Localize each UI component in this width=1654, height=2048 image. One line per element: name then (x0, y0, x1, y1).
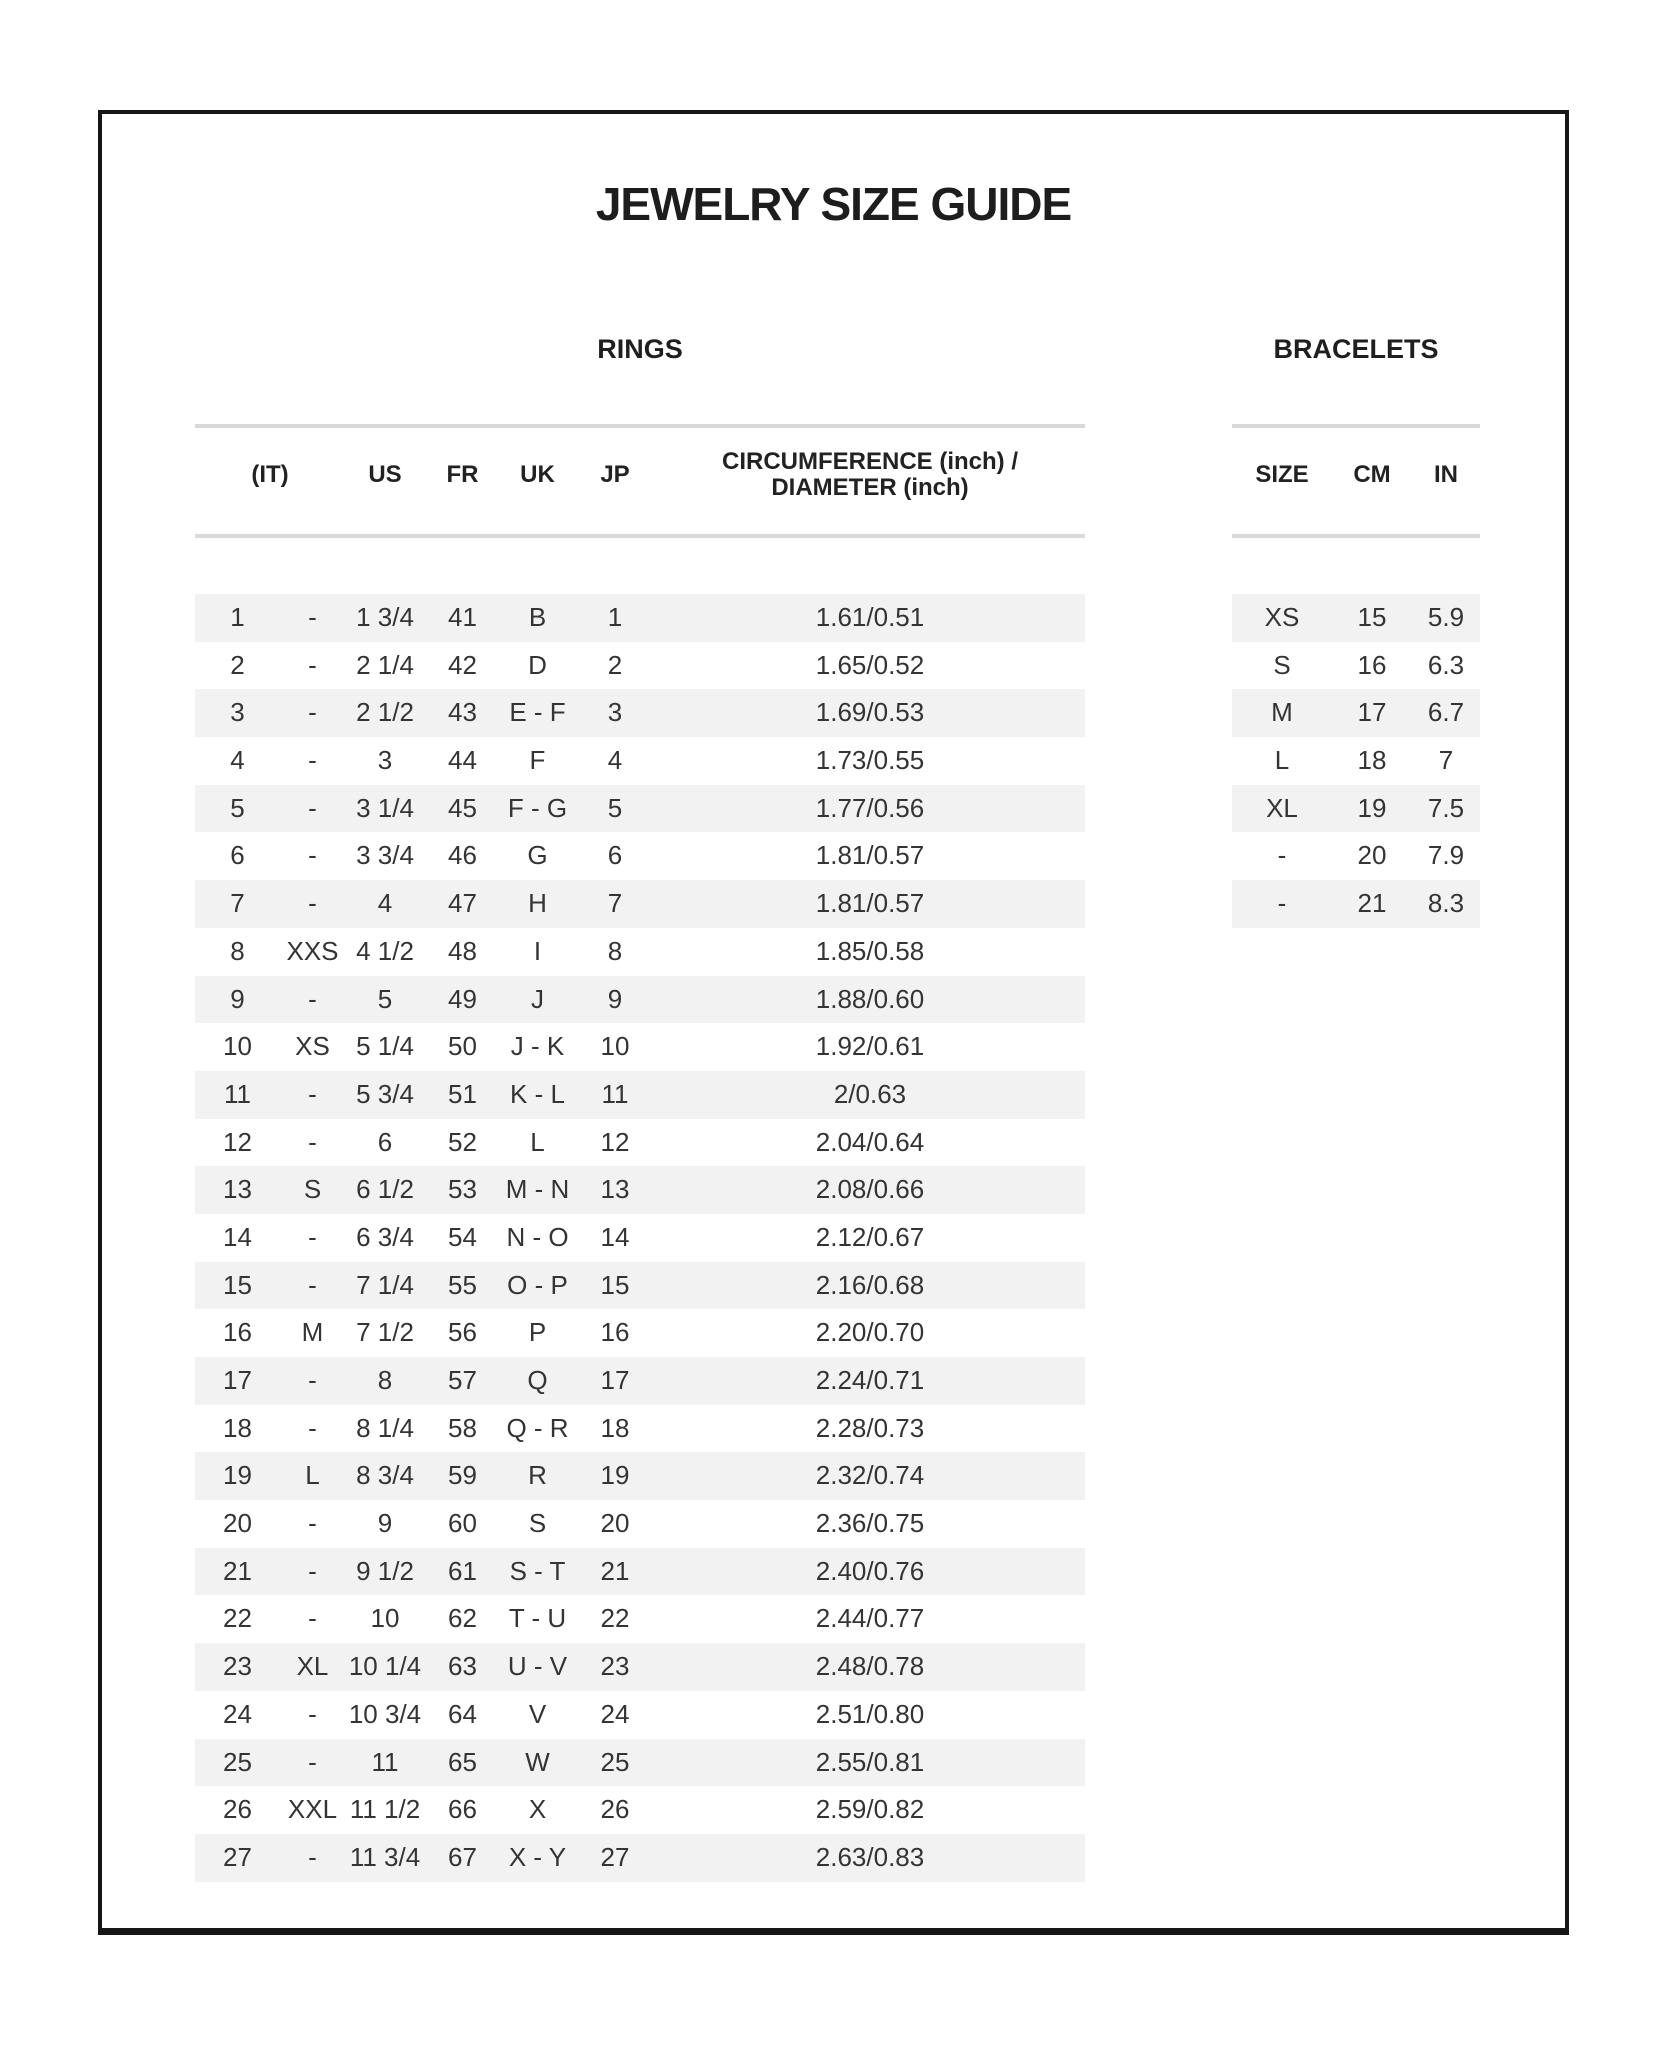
ring-row-uk-cell: I (533, 935, 542, 966)
ring-row-uk-cell: R (528, 1460, 547, 1491)
ring-row-fr-cell: 53 (448, 1174, 477, 1205)
ring-row-it-cell: 20 (223, 1508, 252, 1539)
ring-row-fr-cell: 51 (448, 1078, 477, 1109)
ring-row (195, 689, 1085, 737)
ring-row (195, 642, 1085, 690)
ring-row-it_label-cell: XL (296, 1651, 329, 1682)
ring-row-uk-cell: V (528, 1698, 547, 1729)
ring-row-it_label-cell: - (308, 1126, 317, 1157)
ring-row-jp-cell: 20 (600, 1508, 630, 1539)
ring-row-uk-cell: P (528, 1317, 547, 1348)
ring-row-circ-cell: 2.51/0.80 (815, 1698, 925, 1729)
ring-row-it-cell: 25 (223, 1746, 252, 1777)
ring-row-it-cell: 22 (223, 1603, 252, 1634)
rings-rule-bottom (195, 534, 1085, 538)
ring-row (195, 1405, 1085, 1453)
ring-row (195, 1023, 1085, 1071)
ring-row (195, 1834, 1085, 1882)
ring-row-it-cell: 26 (223, 1794, 252, 1825)
ring-row-fr-cell: 54 (448, 1221, 477, 1252)
ring-row-us-cell: 8 1/4 (356, 1412, 414, 1443)
ring-row-us-cell: 10 3/4 (348, 1698, 422, 1729)
ring-row-it-cell: 14 (223, 1221, 252, 1252)
ring-row-us-cell: 9 1/2 (356, 1555, 414, 1586)
ring-row-jp-cell: 6 (607, 840, 623, 871)
ring-row-jp-cell: 4 (607, 745, 623, 776)
ring-row-circ-cell: 2.20/0.70 (815, 1317, 925, 1348)
bracelets-section-title: BRACELETS (1273, 334, 1439, 364)
ring-row-jp-cell: 14 (600, 1221, 630, 1252)
ring-row-circ-cell: 2.28/0.73 (815, 1412, 925, 1443)
ring-row-it_label-cell: - (308, 840, 317, 871)
bracelet-row (1232, 880, 1480, 928)
rings-header-uk: UK (520, 461, 555, 488)
ring-row-uk-cell: S (528, 1508, 547, 1539)
ring-row-fr-cell: 49 (448, 983, 477, 1014)
bracelet-row (1232, 785, 1480, 833)
ring-row-us-cell: 6 3/4 (356, 1221, 414, 1252)
ring-row-jp-cell: 11 (601, 1078, 629, 1109)
ring-row-jp-cell: 7 (607, 888, 623, 919)
ring-row-jp-cell: 26 (600, 1794, 630, 1825)
rings-header-row (195, 449, 1085, 501)
ring-row-fr-cell: 47 (448, 888, 477, 919)
ring-row-circ-cell: 1.69/0.53 (815, 697, 925, 728)
ring-row-it_label-cell: M (301, 1317, 324, 1348)
ring-row-it-cell: 24 (223, 1698, 252, 1729)
ring-row-fr-cell: 61 (448, 1555, 477, 1586)
ring-row-jp-cell: 2 (607, 649, 623, 680)
ring-row-circ-cell: 1.92/0.61 (815, 1031, 925, 1062)
ring-row-it-cell: 18 (223, 1412, 252, 1443)
ring-row-uk-cell: D (528, 649, 547, 680)
rings-rule-top (195, 424, 1085, 428)
bracelets-header-row (1232, 449, 1480, 501)
ring-row-it-cell: 2 (230, 649, 245, 680)
ring-row-circ-cell: 1.65/0.52 (815, 649, 925, 680)
ring-row (195, 880, 1085, 928)
ring-row-us-cell: 5 1/4 (356, 1031, 414, 1062)
ring-row-circ-cell: 2/0.63 (833, 1078, 907, 1109)
bracelet-row-in-cell: 7 (1438, 745, 1454, 776)
ring-row-it_label-cell: - (308, 1698, 317, 1729)
ring-row (195, 1262, 1085, 1310)
ring-row-it_label-cell: - (308, 1412, 317, 1443)
bracelet-row-in-cell: 6.3 (1427, 649, 1465, 680)
ring-row-jp-cell: 8 (607, 935, 623, 966)
bracelets-header-size: SIZE (1255, 461, 1309, 488)
ring-row-jp-cell: 3 (607, 697, 623, 728)
ring-row-uk-cell: G (527, 840, 548, 871)
ring-row-us-cell: 3 3/4 (356, 840, 414, 871)
ring-row-uk-cell: N - O (506, 1221, 569, 1252)
rings-header-fr: FR (446, 461, 479, 488)
page-title: JEWELRY SIZE GUIDE (595, 178, 1072, 230)
ring-row-it_label-cell: - (308, 1365, 317, 1395)
ring-row-it-cell: 12 (223, 1126, 252, 1157)
ring-row-it-cell: 23 (223, 1651, 252, 1682)
ring-row-it-cell: 16 (223, 1317, 252, 1348)
ring-row-uk-cell: K - L (510, 1078, 565, 1109)
bracelet-row-size-cell: - (1277, 840, 1287, 871)
ring-row-us-cell: 8 3/4 (356, 1460, 414, 1491)
ring-row-fr-cell: 48 (448, 935, 477, 966)
rings-header-us: US (368, 461, 402, 488)
ring-row-fr-cell: 56 (448, 1317, 477, 1348)
ring-row-it_label-cell: S (303, 1174, 322, 1205)
rings-header-it: (IT) (251, 461, 289, 488)
bracelet-row-cm-cell: 21 (1357, 888, 1387, 919)
ring-row-circ-cell: 1.81/0.57 (815, 840, 925, 871)
ring-row-uk-cell: F (529, 745, 546, 776)
bracelets-header-in: IN (1434, 461, 1458, 488)
ring-row-jp-cell: 12 (600, 1126, 630, 1157)
ring-row (195, 832, 1085, 880)
ring-row-circ-cell: 2.04/0.64 (815, 1126, 925, 1157)
ring-row-circ-cell: 1.73/0.55 (815, 745, 925, 776)
ring-row-jp-cell: 16 (600, 1317, 630, 1348)
ring-row-us-cell: 5 (377, 983, 393, 1014)
ring-row-uk-cell: E - F (509, 697, 566, 728)
ring-row-us-cell: 6 (377, 1126, 393, 1157)
ring-row-circ-cell: 2.44/0.77 (815, 1603, 925, 1634)
ring-row-fr-cell: 43 (448, 697, 477, 728)
ring-row-uk-cell: J - K (510, 1031, 565, 1062)
bracelet-row-cm-cell: 16 (1357, 649, 1387, 680)
ring-row-it_label-cell: - (308, 1269, 317, 1300)
bracelet-row (1232, 594, 1480, 642)
ring-row-us-cell: 3 1/4 (356, 792, 414, 823)
ring-row-uk-cell: F - G (507, 792, 568, 823)
ring-row (195, 1119, 1085, 1167)
ring-row (195, 1214, 1085, 1262)
ring-row-circ-cell: 1.77/0.56 (815, 792, 925, 823)
ring-row (195, 976, 1085, 1024)
ring-row-fr-cell: 65 (448, 1746, 477, 1777)
ring-row-it-cell: 1 (230, 602, 245, 632)
ring-row-it-cell: 21 (223, 1555, 252, 1586)
ring-row-fr-cell: 66 (448, 1794, 477, 1825)
ring-row-us-cell: 4 (377, 888, 393, 919)
ring-row-it-cell: 7 (230, 888, 245, 919)
ring-row-circ-cell: 2.55/0.81 (815, 1746, 925, 1777)
ring-row-us-cell: 11 1/2 (349, 1794, 421, 1825)
ring-row-circ-cell: 2.12/0.67 (815, 1221, 925, 1252)
ring-row (195, 1643, 1085, 1691)
ring-row-it_label-cell: - (308, 745, 317, 776)
ring-row-fr-cell: 50 (448, 1031, 477, 1062)
ring-row-fr-cell: 62 (448, 1603, 477, 1634)
ring-row (195, 1739, 1085, 1787)
ring-row-circ-cell: 2.48/0.78 (815, 1651, 925, 1682)
ring-row-uk-cell: X (528, 1794, 547, 1825)
ring-row-circ-cell: 1.85/0.58 (815, 935, 925, 966)
ring-row-it-cell: 11 (224, 1078, 251, 1109)
ring-row-circ-cell: 1.61/0.51 (815, 602, 925, 632)
ring-row (195, 1166, 1085, 1214)
ring-row-fr-cell: 52 (448, 1126, 477, 1157)
bracelet-row (1232, 832, 1480, 880)
ring-row-us-cell: 10 (370, 1603, 400, 1634)
ring-row-us-cell: 2 1/2 (356, 697, 414, 728)
ring-row-it_label-cell: XS (295, 1031, 330, 1062)
bracelet-row (1232, 737, 1480, 785)
bracelet-row-cm-cell: 15 (1357, 602, 1387, 632)
ring-row-jp-cell: 21 (600, 1555, 630, 1586)
ring-row (195, 1786, 1085, 1834)
ring-row-it-cell: 9 (230, 983, 245, 1014)
ring-row-fr-cell: 55 (448, 1269, 477, 1300)
ring-row-us-cell: 2 1/4 (356, 649, 414, 680)
bracelets-rule-top (1232, 424, 1480, 428)
ring-row-jp-cell: 13 (600, 1174, 630, 1205)
bracelet-row-size-cell: - (1277, 888, 1287, 919)
ring-row-it_label-cell: - (308, 697, 317, 728)
ring-row-uk-cell: O - P (507, 1269, 568, 1300)
ring-row-us-cell: 11 3/4 (349, 1841, 421, 1872)
bracelets-header-cm: CM (1353, 461, 1391, 488)
ring-row-circ-cell: 2.16/0.68 (815, 1269, 925, 1300)
ring-row-jp-cell: 10 (600, 1031, 630, 1062)
rings-header-circumference-line2: DIAMETER (inch) (771, 474, 969, 501)
ring-row (195, 594, 1085, 642)
ring-row-it-cell: 3 (230, 697, 245, 728)
ring-row-uk-cell: B (528, 602, 547, 632)
ring-row-circ-cell: 1.81/0.57 (815, 888, 925, 919)
ring-row-fr-cell: 45 (448, 792, 477, 823)
ring-row-uk-cell: Q - R (506, 1412, 569, 1443)
bracelet-row-cm-cell: 19 (1357, 792, 1387, 823)
ring-row-fr-cell: 58 (448, 1412, 477, 1443)
ring-row-uk-cell: H (528, 888, 547, 919)
ring-row-it-cell: 6 (230, 840, 245, 871)
bracelet-row-size-cell: XL (1266, 792, 1298, 823)
ring-row-circ-cell: 2.32/0.74 (815, 1460, 925, 1491)
ring-row-circ-cell: 2.36/0.75 (815, 1508, 925, 1539)
ring-row-circ-cell: 2.40/0.76 (815, 1555, 925, 1586)
ring-row-uk-cell: X - Y (508, 1841, 567, 1872)
ring-row-jp-cell: 9 (607, 983, 623, 1014)
ring-row-jp-cell: 15 (600, 1269, 630, 1300)
ring-row-circ-cell: 2.63/0.83 (815, 1841, 925, 1872)
ring-row-it-cell: 5 (230, 792, 245, 823)
ring-row-it_label-cell: - (308, 983, 317, 1014)
ring-row-us-cell: 6 1/2 (356, 1174, 414, 1205)
ring-row (195, 1452, 1085, 1500)
bracelets-rule-bottom (1232, 534, 1480, 538)
ring-row-it-cell: 10 (223, 1031, 252, 1062)
ring-row-jp-cell: 18 (600, 1412, 630, 1443)
ring-row-it_label-cell: XXL (287, 1794, 338, 1825)
ring-row-circ-cell: 1.88/0.60 (815, 983, 925, 1014)
rings-section-title: RINGS (597, 334, 683, 364)
ring-row-it_label-cell: - (308, 1555, 317, 1586)
rings-header-jp: JP (600, 461, 630, 488)
ring-row-uk-cell: J (531, 983, 544, 1014)
rings-table-body (195, 594, 1085, 1882)
ring-row-uk-cell: Q (527, 1365, 548, 1395)
ring-row-it_label-cell: - (308, 1746, 317, 1777)
ring-row-us-cell: 9 (377, 1508, 393, 1539)
ring-row-jp-cell: 24 (600, 1698, 630, 1729)
ring-row-it-cell: 4 (230, 745, 245, 776)
ring-row-it-cell: 27 (223, 1841, 252, 1872)
ring-row-fr-cell: 59 (448, 1460, 477, 1491)
ring-row-us-cell: 5 3/4 (356, 1078, 414, 1109)
bracelet-row-size-cell: L (1274, 745, 1290, 776)
ring-row-it-cell: 19 (223, 1460, 252, 1491)
ring-row (195, 1357, 1085, 1405)
ring-row (195, 1691, 1085, 1739)
ring-row-jp-cell: 1 (607, 602, 623, 632)
ring-row-jp-cell: 23 (600, 1651, 630, 1682)
ring-row-it_label-cell: - (308, 1221, 317, 1252)
ring-row-uk-cell: S - T (509, 1555, 566, 1586)
ring-row-fr-cell: 64 (448, 1698, 477, 1729)
ring-row-jp-cell: 17 (600, 1365, 630, 1395)
ring-row (195, 1071, 1085, 1119)
ring-row (195, 1548, 1085, 1596)
ring-row-it_label-cell: - (308, 888, 317, 919)
ring-row-it_label-cell: L (305, 1460, 320, 1491)
bracelet-row (1232, 642, 1480, 690)
ring-row-uk-cell: M - N (505, 1174, 570, 1205)
ring-row (195, 1500, 1085, 1548)
ring-row-it_label-cell: - (308, 1508, 317, 1539)
ring-row-circ-cell: 2.24/0.71 (815, 1365, 925, 1395)
ring-row-fr-cell: 46 (448, 840, 477, 871)
ring-row-us-cell: 3 (377, 745, 393, 776)
ring-row-fr-cell: 67 (448, 1841, 477, 1872)
ring-row-it_label-cell: XXS (286, 935, 339, 966)
ring-row-jp-cell: 22 (600, 1603, 630, 1634)
bracelet-row-in-cell: 6.7 (1427, 697, 1465, 728)
ring-row-fr-cell: 42 (448, 649, 477, 680)
ring-row (195, 1309, 1085, 1357)
ring-row-it-cell: 17 (223, 1365, 252, 1395)
bracelet-row-in-cell: 5.9 (1427, 602, 1465, 632)
ring-row-uk-cell: T - U (508, 1603, 567, 1634)
ring-row (195, 785, 1085, 833)
ring-row-uk-cell: W (525, 1746, 550, 1777)
ring-row-it_label-cell: - (308, 602, 317, 632)
bracelets-table-body (1232, 594, 1480, 928)
ring-row-fr-cell: 41 (448, 602, 477, 632)
ring-row-it_label-cell: - (308, 792, 317, 823)
ring-row-us-cell: 7 1/2 (356, 1317, 414, 1348)
ring-row-it-cell: 13 (223, 1174, 252, 1205)
ring-row-us-cell: 11 (371, 1746, 399, 1777)
ring-row-jp-cell: 19 (600, 1460, 630, 1491)
ring-row-us-cell: 7 1/4 (356, 1269, 414, 1300)
bracelet-row-cm-cell: 18 (1357, 745, 1387, 776)
ring-row-it_label-cell: - (308, 649, 317, 680)
ring-row-it_label-cell: - (308, 1841, 317, 1872)
bracelet-row-in-cell: 7.9 (1427, 840, 1465, 871)
rings-header-circumference (655, 449, 1085, 501)
ring-row-circ-cell: 2.59/0.82 (815, 1794, 925, 1825)
ring-row-fr-cell: 57 (448, 1365, 477, 1395)
ring-row-jp-cell: 27 (600, 1841, 630, 1872)
ring-row-uk-cell: U - V (507, 1651, 568, 1682)
ring-row (195, 1595, 1085, 1643)
ring-row-fr-cell: 63 (448, 1651, 477, 1682)
ring-row-jp-cell: 5 (607, 792, 623, 823)
bracelet-row-in-cell: 7.5 (1427, 792, 1465, 823)
ring-row-fr-cell: 44 (448, 745, 477, 776)
ring-row-it-cell: 15 (223, 1269, 252, 1300)
bracelet-row-cm-cell: 17 (1357, 697, 1387, 728)
ring-row (195, 928, 1085, 976)
ring-row-us-cell: 10 1/4 (348, 1651, 422, 1682)
ring-row-jp-cell: 25 (600, 1746, 630, 1777)
ring-row-us-cell: 8 (377, 1365, 393, 1395)
rings-header-circumference-line1: CIRCUMFERENCE (inch) / (722, 448, 1018, 475)
ring-row-us-cell: 1 3/4 (356, 602, 414, 632)
ring-row-it_label-cell: - (308, 1078, 317, 1109)
ring-row-uk-cell: L (530, 1126, 545, 1157)
ring-row-it_label-cell: - (308, 1603, 317, 1634)
ring-row-us-cell: 4 1/2 (356, 935, 414, 966)
bracelet-row-size-cell: S (1273, 649, 1291, 680)
ring-row-fr-cell: 60 (448, 1508, 477, 1539)
ring-row-circ-cell: 2.08/0.66 (815, 1174, 925, 1205)
bracelet-row-size-cell: XS (1264, 602, 1300, 632)
bracelet-row-in-cell: 8.3 (1427, 888, 1465, 919)
ring-row (195, 737, 1085, 785)
bracelet-row (1232, 689, 1480, 737)
size-guide-sheet (98, 110, 1569, 1935)
bracelet-row-size-cell: M (1271, 697, 1293, 728)
bracelet-row-cm-cell: 20 (1357, 840, 1387, 871)
ring-row-it-cell: 8 (230, 935, 245, 966)
